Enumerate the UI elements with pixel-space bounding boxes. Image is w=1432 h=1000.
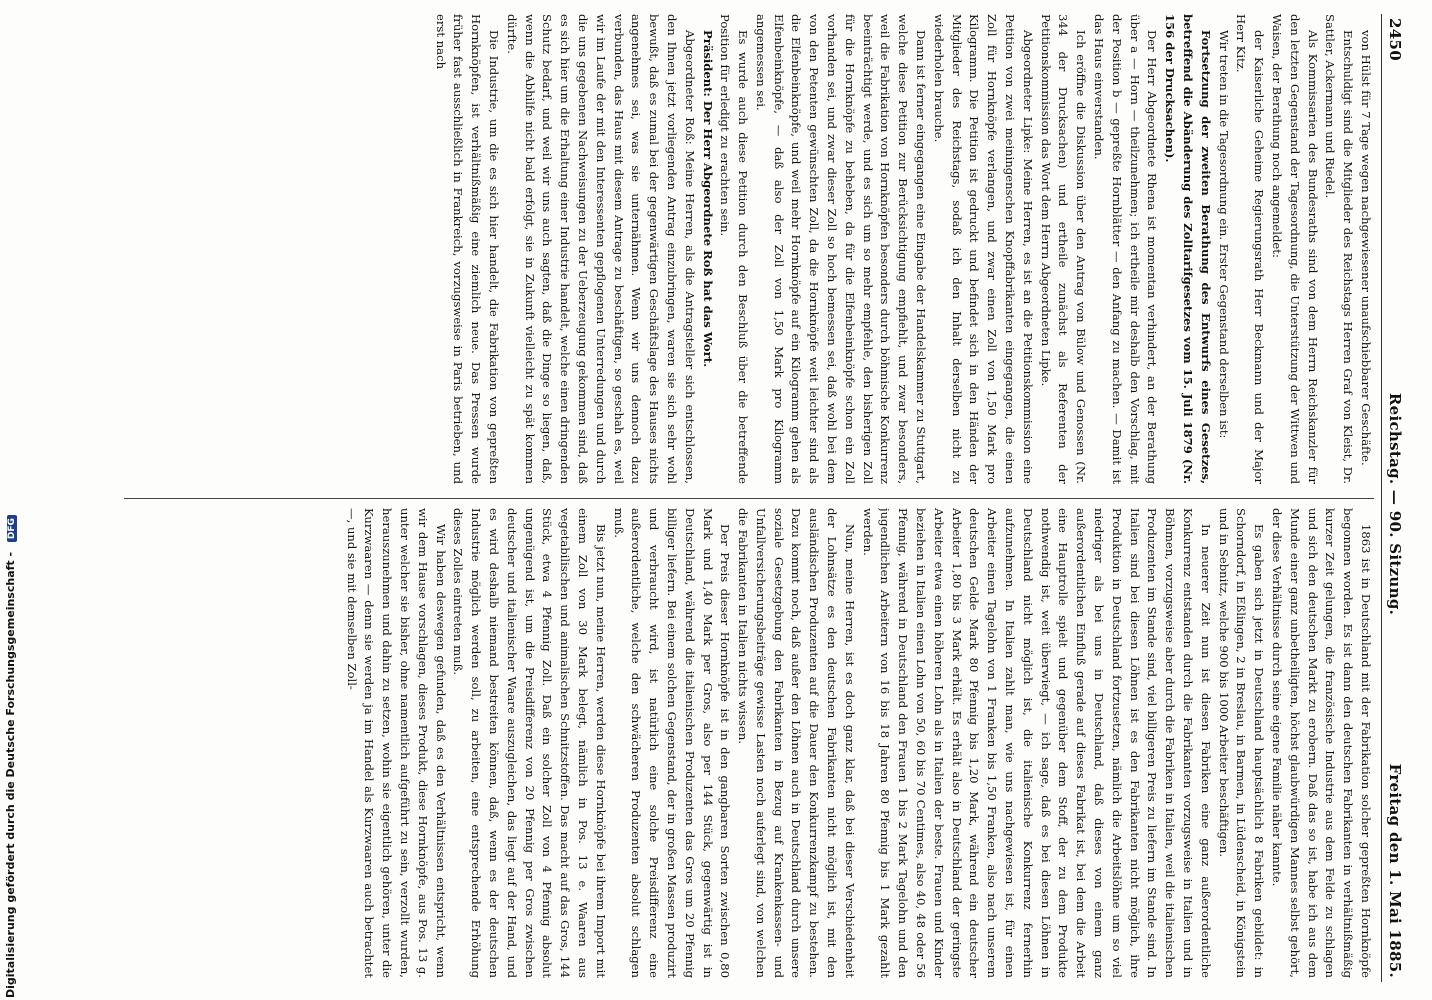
digitization-footer xyxy=(4,0,26,1000)
paragraph: In neuerer Zeit nun ist diesen Fabriken eine ganz außerordentliche Konkurrenz entstanden durch die Fabrikanten vorzugsweise in Italien und in Böhmen, vorzugsweise aber durch die Fabriken in Italien, weil die italienischen Produzenten im Stande sind, viel billigeren Preis zu liefern im Stande sind. In Italien sind bei diesen Löhnen ist es den Fabrikanten nicht möglich, ihre Produktion in Deutschland fortzusetzen, nämlich die Arbeitslöhne um so viel niedriger als bei uns in Deutschland, daß dieses von einem ganz außerordentlichen Einfluß gerade auf dieses Fabrikat ist, bei dem die Arbeit eine Hauptrolle spielt und gegenüber dem Stoff, der zu dem Produkte nothwendig ist, weit überwiegt, — ich sage, daß es bei diesen Löhnen in Deutschland nicht möglich ist, die italienische Konkurrenz fernerhin aufzunehmen. In Italien zahlt man, wie uns nachgewiesen ist, für einen Arbeiter einen Tagelohn von 1 Franken bis 1,50 Franken, also nach unserem deutschen Gelde Mark 80 Pfennig bis 1,20 Mark, während ein deutscher Arbeiter 1,80 bis 3 Mark erhält. Es erhält also in Deutschland der geringste Arbeiter etwa einen höheren Lohn als in Italien der beste. Frauen und Kinder beziehen in Italien einen Lohn von 50, 60 bis 70 Centimes, also 40, 48 oder 56 Pfennig, während in Deutschland den Frauen 1 bis 2 Mark Tagelohn und den jugendlichen Arbeitern von 16 bis 18 Jahren 80 Pfennig bis 1 Mark gezahlt werden. xyxy=(860,508,1213,978)
paragraph: Präsident: Der Herr Abgeordnete Roß hat das Wort. xyxy=(700,30,715,368)
dfg-logo-icon: DFG xyxy=(7,515,17,542)
footer-text-line xyxy=(4,18,24,998)
paragraph: Ich eröffne die Diskussion über den Antrag von Bülow und Genossen (Nr. 344 der Drucksachen) und ertheile zunächst als Referenten der Petitionskommission das Wort dem Herrn Abgeordneten Lipke. xyxy=(1038,14,1089,484)
session-date: Freitag den 1. Mai 1885. xyxy=(1386,763,1404,978)
paragraph: Der Herr Abgeordnete Rhena ist momentan verhindert, an der Berathung über a — Horn — theilzunehmen; ich ertheile mir deshalb den Vorschlag, mit der Position b — gepreßte Hornblätter — den Anfang zu machen. — Damit ist das Haus einverstanden. xyxy=(1092,14,1160,484)
paragraph: Wir haben deswegen gefunden, daß es den Verhältnissen entspricht, wenn wir dem Hause vorschlagen, dieses Produkt, diese Hornknöpfe, aus Pos. 13 g. unter welcher sie bisher, ohne namentlich aufgeführt zu sein, verzollt wurden, herauszunehmen und dahin zu setzen, wohin sie eigentlich gehören, unter die Kurzwaaren — denn sie werden ja im Handel als Kurzwaaren auch betrachtet —, und sie mit demselben Zoll- xyxy=(344,508,448,978)
paragraph: 1863 ist in Deutschland mit der Fabrikation solcher gepreßten Hornknöpfe begonnen worden. Es ist dann den deutschen Fabrikanten in verhältnißmäßig kurzer Zeit gelungen, die französische Industrie aus dem Felde zu schlagen und sich den deutschen Markt zu erobern. Daß das so ist, habe ich aus dem Munde einer ganz unbetheiligten, höchst glaubwürdigen Mannes selbst gehört, der diese Verhältnisse durch seine eigene Familie näher kannte. xyxy=(1270,508,1373,978)
footer-text: Digitalisierung gefördert durch die Deutsche Forschungsgemeinschaft - xyxy=(4,551,17,998)
paragraph: Entschuldigt sind die Mitglieder des Reichstags Herren Graf von Kleist, Dr. Sattler, Ackermann und Riedel. xyxy=(1323,14,1356,484)
paragraph: Es wurde auch diese Petition durch den Beschluß über die betreffende Position für erledigt zu erachten sein. xyxy=(718,14,751,484)
page-title: Reichstag. — 90. Sitzung. xyxy=(1386,392,1404,616)
paragraph: Bis jetzt nun, meine Herren, werden diese Hornknöpfe bei ihrem Import mit einem Zoll von 30 Mark belegt, nämlich in Pos. 13 e. Waaren aus vegetabilischen und animalischen Schnitzstoffen. Das macht auf das Gros, 144 Stück, etwa 4 Pfennig Zoll. Daß ein solcher Zoll von 4 Pfennig absolut ungenügend ist, um die Preisdifferenz von 20 Pfennig per Gros zwischen deutscher und italienischer Waare auszugleichen, das liegt auf der Hand, und es wird deshalb niemand bestreiten können, daß, wenn es der deutschen Industrie möglich werden soll, zu arbeiten, eine entsprechende Erhöhung dieses Zolles eintreten muß. xyxy=(451,508,608,978)
left-text-column xyxy=(124,14,1374,484)
page-number: 2450 xyxy=(1386,18,1404,61)
paragraph: Es gaben sich jetzt in Deutschland hauptsächlich 8 Fabriken gebildet: in Schorndorf, in Eßlingen, 2 in Breslau, in Barmen, in Lüdenscheid, in Königstein und in Sebnitz, welche 900 bis 1000 Arbeiter beschäftigen. xyxy=(1216,508,1267,978)
paragraph: Nun, meine Herren, ist es doch ganz klar, daß bei dieser Verschiedenheit der Lohnsätze es den deutschen Fabrikanten nicht möglich ist, mit den ausländischen Produzenten auf die Dauer den Konkurrenzkampf zu bestehen. Dazu kommt noch, daß außer den Löhnen auch in Deutschland durch unsere soziale Gesetzgebung den Fabrikanten in Bezug auf Krankenkassen- und Unfallversicherungsbeiträge gewisse Lasten noch auferlegt sind, von welchen die Fabrikanten in Italien nichts wissen. xyxy=(736,508,857,978)
paragraph: Dann ist ferner eingegangen eine Eingabe der Handelskammer zu Stuttgart, welche diese Petition zur Berücksichtigung empfiehlt, und zwar besonders, weil die Fabrikation von Hornknöpfen besonders durch böhmische Konkurrenz beeinträchtigt werde, und es sich um so mehr empfehle, den bisherigen Zoll für die Hornknöpfe zu beheben, da für die Elfenbeinknöpfe schon ein Zoll vorhanden sei, und zwar dieser Zoll so hoch bemessen sei, daß wohl bei dem von den Petenten gewünschten Zoll, da die Hornknöpfe weit leichter sind als die Elfenbeinknöpfe, und weil mehr Hornknöpfe auf ein Kilogramm gehen als Elfenbeinknöpfe, — daß also der Zoll von 1,50 Mark pro Kilogramm angemessen sei. xyxy=(753,14,929,484)
column-divider xyxy=(124,498,1374,499)
paragraph: von Hülst für 7 Tage wegen nachgewiesener unaufschiebbarer Geschäfte. xyxy=(1359,30,1373,466)
right-text-column xyxy=(124,508,1374,978)
paragraph: Abgeordneter Lipke: Meine Herren, es ist an die Petitionskommission eine Petition von zwei meiningenschen Knopffabrikanten eingegangen, die einen Zoll für Hornknöpfe verlangen, und zwar einen Zoll von 1,50 Mark pro Kilogramm. Die Petition ist gedruckt und befindet sich in den Händen der Mitglieder des Reichstags, sodaß ich den Inhalt derselben nicht zu wiederholen brauche. xyxy=(931,14,1035,484)
paragraph: Der Preis dieser Hornknöpfe ist in den gangbaren Sorten zwischen 0,80 Mark und 1,40 Mark per Gros, also per 144 Stück, gegenwärtig ist in Deutschland, während die italienischen Produzenten das Gros um 20 Pfennig billiger liefern. Bei einem solchen Gegenstand, der in großen Massen produzirt und verbraucht wird, ist natürlich eine solche Preisdifferenz eine außerordentliche, welche den schwächeren Produzenten absolut schlagen muß. xyxy=(611,508,733,978)
paragraph: Die Industrie, um die es sich hier handelt, die Fabrikation von gepreßten Hornknöpfen, ist verhältnißmäßig eine ziemlich neue. Das Pressen wurde früher fast ausschließlich in Frankreich, vorzugsweise in Paris betrieben, und erst nach xyxy=(433,14,501,484)
paragraph: Wir treten in die Tagesordnung ein. Erster Gegenstand derselben ist: xyxy=(1216,30,1231,439)
paragraph: der Kaiserliche Geheime Regierungsrath Herr Beckmann und der Major Herr Kitz. xyxy=(1234,14,1267,484)
paragraph: Als Kommissarien des Bundesraths sind von dem Herrn Reichskanzler für den letzten Gegenstand der Tagesordnung, die Unterstützung der Wittwen und Waisen, der Berathung noch angemeldet: xyxy=(1270,14,1320,484)
rotated-page-content xyxy=(110,14,1410,982)
paragraph: Fortsetzung der zweiten Berathung des Entwurfs eines Gesetzes, betreffend die Abänderung des Zolltarifgesetzes vom 15. Juli 1879 (Nr. 156 der Drucksachen). xyxy=(1163,14,1213,484)
paragraph: Abgeordneter Roß: Meine Herren, als die Antragsteller sich entschlossen, den Ihnen jetzt vorliegenden Antrag einzubringen, waren sie sich sehr wohl bewußt, daß es zumal bei der gegenwärtigen Geschäftslage des Hauses nichts angenehmes sei, was sie unternähmen. Wenn wir uns dennoch dazu verbunden, das Haus mit diesem Antrage zu beschäftigen, so geschah es, weil wir im Laufe der mit den Interessenten gepflogenen Unterredungen und durch die uns gegebenen Nachweisungen zu der Ueberzeugung gekommen sind, daß es sich hier um die Erhaltung einer Industrie handelt, welche einen dringenden Schutz bedarf, und weil wir uns auch sagten, daß die Dinge so liegen, daß, wenn die Abhilfe nicht bald erfolgt, sie in Zukunft vielleicht zu spät kommen dürfte. xyxy=(504,14,697,484)
page-header xyxy=(1381,14,1410,982)
